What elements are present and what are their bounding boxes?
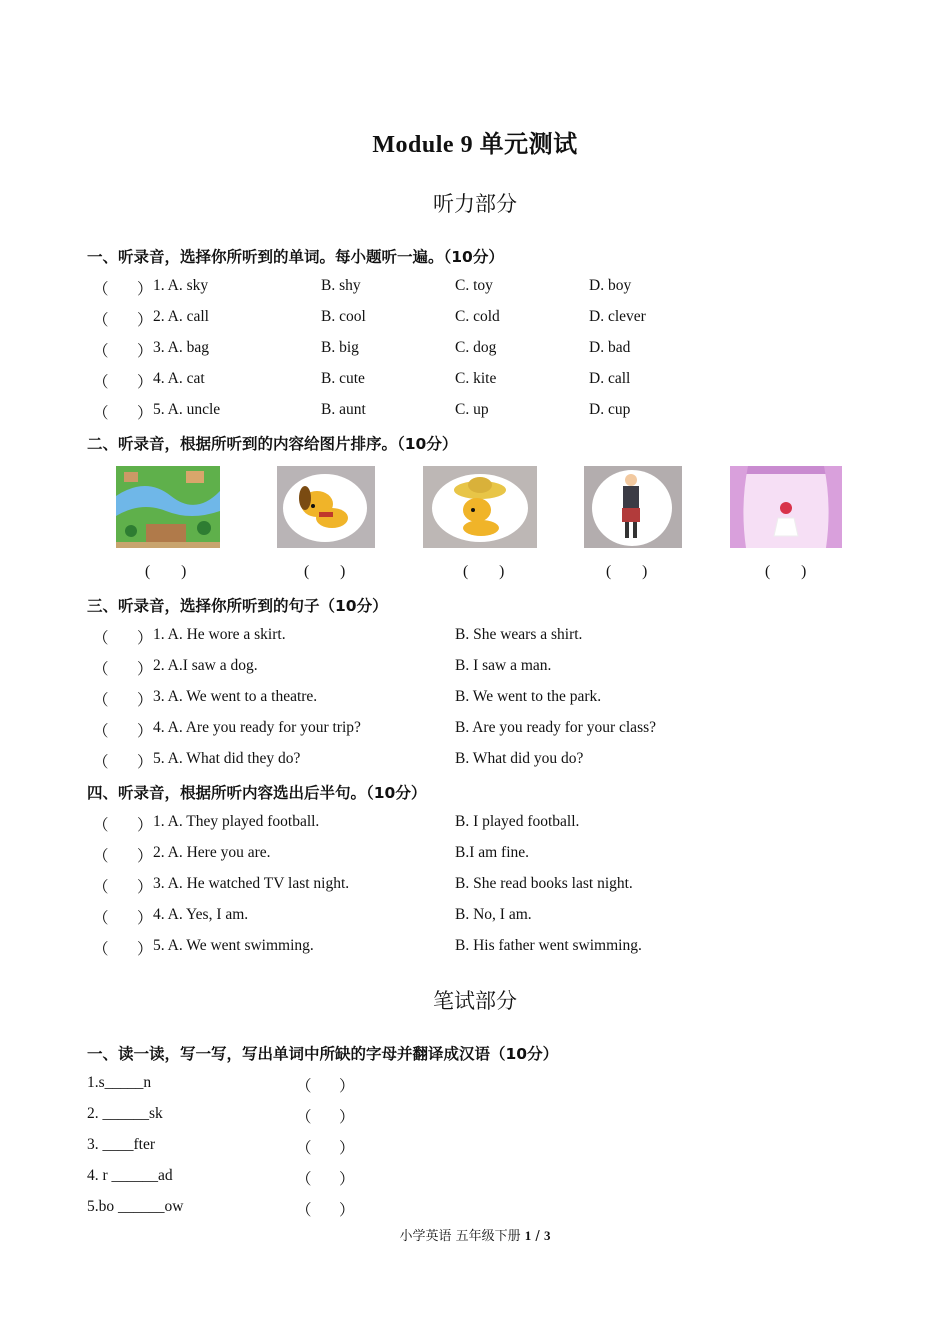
part4-row: （ ） 2. A. Here you are. B.I am fine.: [93, 844, 530, 865]
page-number: 1: [524, 1228, 532, 1243]
fill-in-item: 1.s_____n （ ）: [87, 1074, 355, 1095]
fill-in-item: 5.bo ______ow （ ）: [87, 1198, 355, 1219]
part1-row: （ ） 2. A. call B. cool C. cold D. clever: [93, 308, 646, 329]
writing1-heading: 一、读一读，写一写，写出单词中所缺的字母并翻译成汉语（10分）: [87, 1045, 559, 1063]
part3-row: （ ） 4. A. Are you ready for your trip? B. Are you ready for your class?: [93, 719, 657, 740]
picture-answer-blank[interactable]: ( ): [606, 563, 648, 580]
part1-heading: 一、听录音，选择你所听到的单词。每小题听一遍。（10分）: [87, 248, 504, 266]
listening-section-title: 听力部分: [433, 192, 517, 216]
dog-thought-picture: [277, 466, 375, 548]
part1-row: （ ） 1. A. sky B. shy C. toy D. boy: [93, 277, 632, 298]
park-map-picture: [116, 466, 220, 548]
picture-answer-blank[interactable]: ( ): [304, 563, 346, 580]
part3-row: （ ） 5. A. What did they do? B. What did you do?: [93, 750, 584, 771]
fill-in-item: 2. ______sk （ ）: [87, 1105, 355, 1126]
part2-heading: 二、听录音，根据所听到的内容给图片排序。（10分）: [87, 435, 458, 453]
dog-hat-picture: [423, 466, 537, 548]
part3-heading: 三、听录音，选择你所听到的句子（10分）: [87, 597, 388, 615]
fill-in-item: 4. r ______ad （ ）: [87, 1167, 355, 1188]
writing-section-title: 笔试部分: [433, 989, 517, 1013]
part3-row: （ ） 1. A. He wore a skirt. B. She wears a shirt.: [93, 626, 583, 647]
fill-in-item: 3. ____fter （ ）: [87, 1136, 355, 1157]
picture-answer-blank[interactable]: ( ): [463, 563, 505, 580]
picture-answer-blank[interactable]: ( ): [145, 563, 187, 580]
part4-row: （ ） 5. A. We went swimming. B. His father went swimming.: [93, 937, 642, 958]
boy-kilt-picture: [584, 466, 682, 548]
part1-row: （ ） 3. A. bag B. big C. dog D. bad: [93, 339, 631, 360]
page-title: Module 9 单元测试: [372, 132, 578, 158]
part4-heading: 四、听录音，根据所听内容选出后半句。（10分）: [87, 784, 427, 802]
page-total: 3: [543, 1228, 551, 1243]
part1-row: （ ） 4. A. cat B. cute C. kite D. call: [93, 370, 631, 391]
part1-row: （ ） 5. A. uncle B. aunt C. up D. cup: [93, 401, 631, 422]
part3-row: （ ） 2. A.I saw a dog. B. I saw a man.: [93, 657, 552, 678]
picture-answer-blank[interactable]: ( ): [765, 563, 807, 580]
stage-girl-picture: [730, 466, 842, 548]
part4-row: （ ） 4. A. Yes, I am. B. No, I am.: [93, 906, 532, 927]
part3-row: （ ） 3. A. We went to a theatre. B. We went to the park.: [93, 688, 602, 709]
page-footer: 小学英语 五年级下册 1 / 3: [399, 1228, 551, 1244]
part4-row: （ ） 1. A. They played football. B. I played football.: [93, 813, 580, 834]
part4-row: （ ） 3. A. He watched TV last night. B. She read books last night.: [93, 875, 633, 896]
